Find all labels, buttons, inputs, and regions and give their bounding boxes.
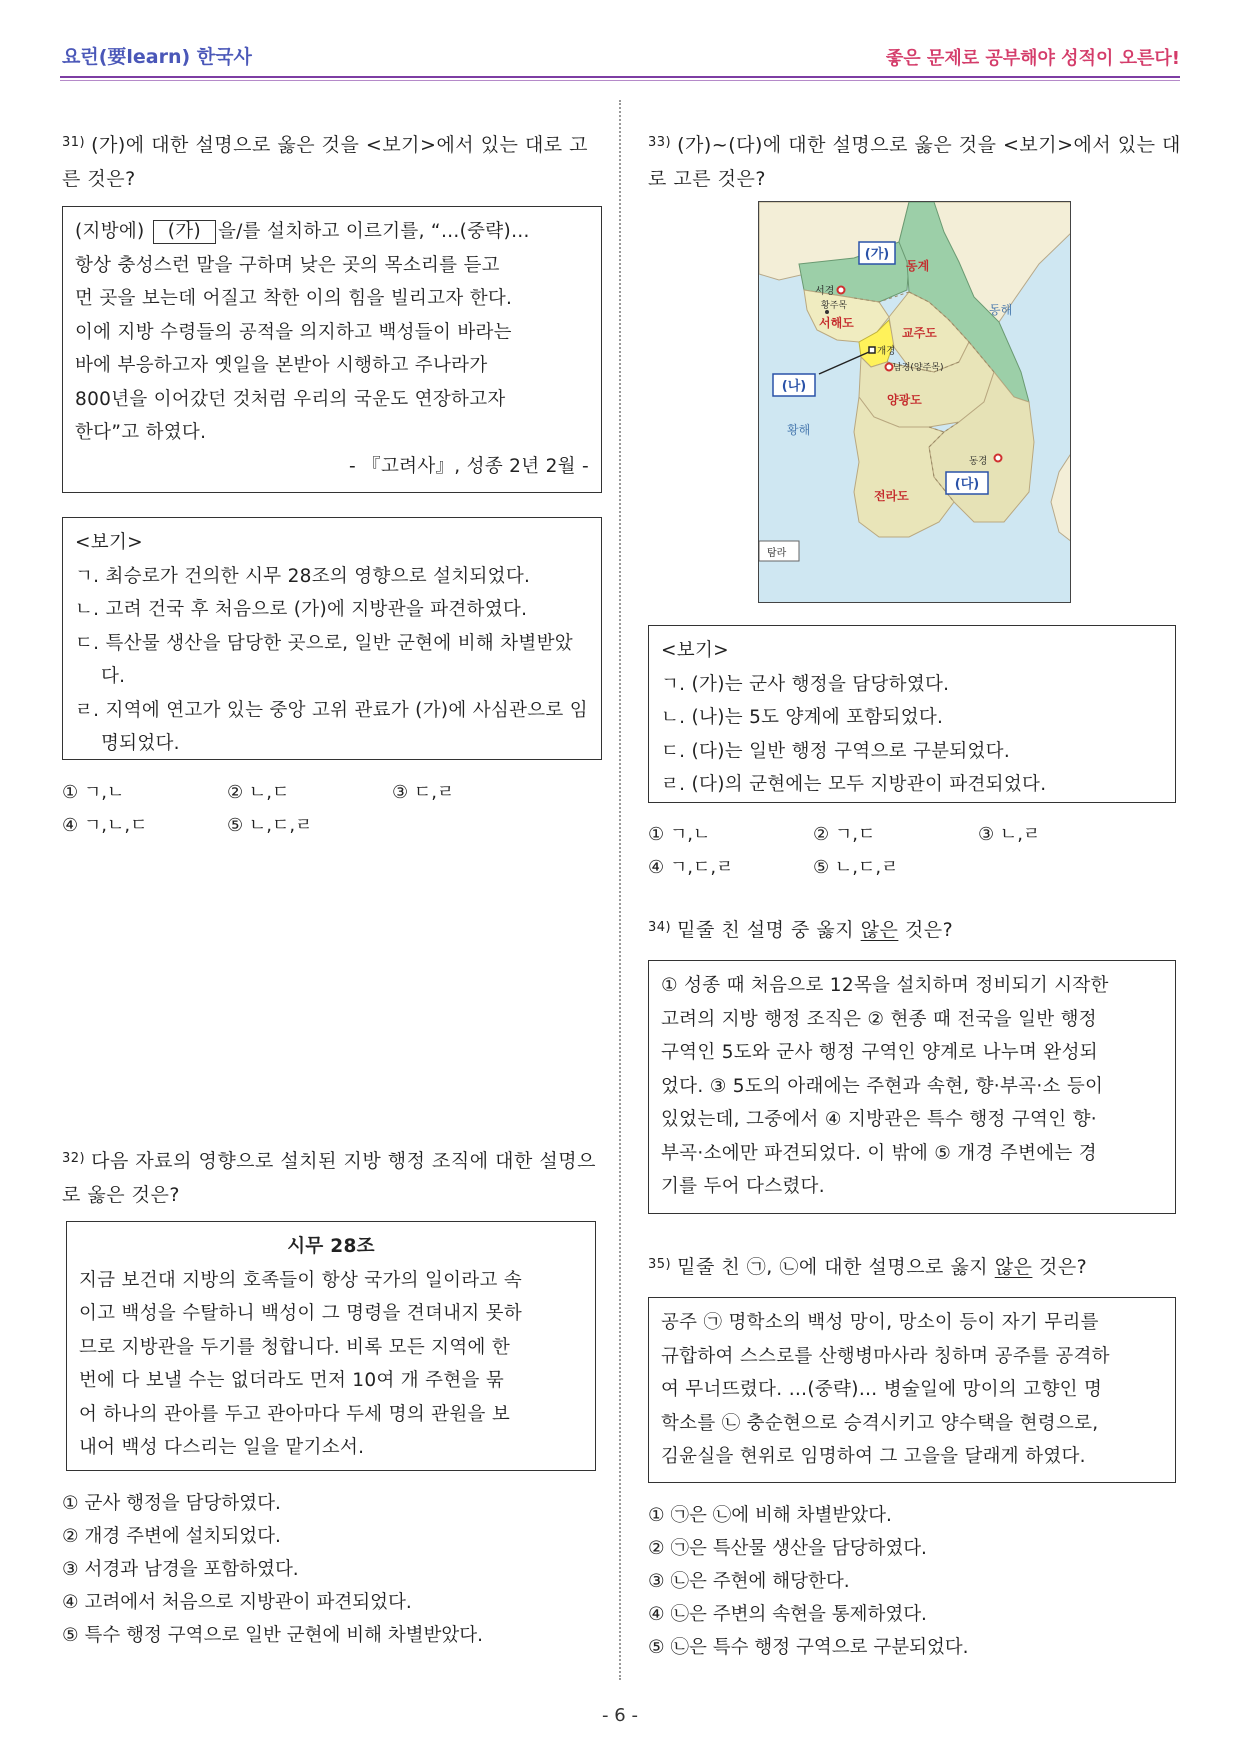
question-text: 다음 자료의 영향으로 설치된 지방 행정 조직에 대한 설명으로 옳은 것은? [62, 1150, 596, 1206]
answer-option[interactable]: ② ㉠은 특산물 생산을 담당하였다. [648, 1538, 927, 1559]
source-line: 여 무너뜨렸다. …(중략)… 병술일에 망이의 고향인 명 [661, 1379, 1103, 1400]
label-jeollado: 전라도 [874, 489, 909, 503]
bogi-item: ㄹ. 지역에 연고가 있는 중앙 고위 관료가 (가)에 사심관으로 임명되었다. [75, 699, 588, 754]
header-slogan: 좋은 문제로 공부해야 성적이 오른다! [885, 48, 1180, 69]
passage-line: ① 성종 때 처음으로 12목을 설치하며 정비되기 시작한 [661, 975, 1109, 996]
answer-option[interactable]: ③ ㄴ,ㄹ [978, 824, 1041, 845]
question-number: 35) [648, 1257, 672, 1272]
page-number: - 6 - [602, 1705, 638, 1726]
answer-option[interactable]: ④ ㄱ,ㄷ,ㄹ [648, 857, 734, 878]
answer-option[interactable]: ① 군사 행정을 담당하였다. [62, 1493, 281, 1514]
label-east-sea: 동해 [989, 303, 1013, 317]
answer-option[interactable]: ③ ㄷ,ㄹ [392, 782, 455, 803]
header-divider-thin [60, 80, 1180, 81]
question-text: (가)에 대한 설명으로 옳은 것을 <보기>에서 있는 대로 고른 것은? [62, 134, 589, 190]
question-number: 34) [648, 920, 672, 935]
label-na: (나) [781, 379, 807, 394]
source-line: 학소를 ㉡ 충순현으로 승격시키고 양수택을 현령으로, [661, 1412, 1099, 1434]
answer-option[interactable]: ② ㄱ,ㄷ [813, 824, 876, 845]
bogi-item: ㄴ. (나)는 5도 양계에 포함되었다. [661, 707, 944, 728]
question-text: 것은? [1032, 1256, 1088, 1278]
question-32-options [62, 1487, 483, 1652]
question-31-bogi-box [62, 517, 602, 760]
passage-line: 었다. ③ 5도의 아래에는 주현과 속현, 향·부곡·소 등이 [661, 1075, 1104, 1097]
goryeo-map [758, 201, 1071, 603]
question-32-stem [62, 1144, 602, 1212]
question-31-source-box [62, 206, 602, 493]
question-text: 밑줄 친 설명 중 옳지 [677, 919, 861, 941]
question-33-bogi-box [648, 625, 1176, 803]
label-yellow-sea: 황해 [787, 423, 811, 437]
source-line: 이고 백성을 수탈하니 백성이 그 명령을 견뎌내지 못하 [79, 1303, 523, 1324]
answer-option[interactable]: ① ㄱ,ㄴ [648, 824, 711, 845]
question-31-options [62, 776, 602, 842]
answer-option[interactable]: ⑤ ㉡은 특수 행정 구역으로 구분되었다. [648, 1637, 969, 1658]
source-line: 항상 충성스런 말을 구하며 낮은 곳의 목소리를 듣고 [75, 254, 500, 276]
box-title: 시무 28조 [287, 1236, 375, 1257]
source-line: 번에 다 보낼 수는 없더라도 먼저 10여 개 주현을 묶 [79, 1370, 505, 1391]
blank-box: (가) [153, 220, 216, 244]
question-35-stem [648, 1250, 1188, 1284]
question-text: 밑줄 친 ㉠, ㉡에 대한 설명으로 옳지 [677, 1256, 995, 1278]
question-number: 32) [62, 1151, 86, 1166]
answer-option[interactable]: ⑤ ㄴ,ㄷ,ㄹ [227, 815, 313, 836]
label-donggyeong: 동경 [969, 456, 988, 467]
gaegyeong-marker [869, 347, 875, 353]
label-seogyeong: 서경 [815, 286, 835, 297]
passage-line: 있었는데, 그중에서 ④ 지방관은 특수 행정 구역인 향· [661, 1109, 1097, 1130]
header-title: 요런(要learn) 한국사 [62, 46, 252, 68]
answer-option[interactable]: ③ ㉡은 주현에 해당한다. [648, 1571, 850, 1592]
answer-option[interactable]: ① ㄱ,ㄴ [62, 782, 125, 803]
question-number: 33) [648, 135, 672, 150]
answer-option[interactable]: ③ 서경과 남경을 포함하였다. [62, 1559, 299, 1580]
label-tamra: 탐라 [767, 548, 787, 559]
question-34-text-box [648, 960, 1176, 1214]
emphasis-underline: 않은 [860, 919, 899, 941]
source-citation: - 『고려사』, 성종 2년 2월 - [349, 455, 589, 477]
bogi-item: ㄱ. (가)는 군사 행정을 담당하였다. [661, 673, 950, 695]
answer-option[interactable]: ⑤ ㄴ,ㄷ,ㄹ [813, 857, 899, 878]
bogi-item: ㄷ. 특산물 생산을 담당한 곳으로, 일반 군현에 비해 차별받았다. [75, 632, 573, 687]
header-divider [60, 76, 1180, 78]
question-35-options [648, 1499, 969, 1664]
question-31-stem [62, 128, 602, 196]
question-33-options [648, 818, 1188, 884]
bogi-item: ㄹ. (다)의 군현에는 모두 지방관이 파견되었다. [661, 774, 1047, 795]
source-line: 지금 보건대 지방의 호족들이 항상 국가의 일이라고 속 [79, 1269, 523, 1291]
label-donggye: 동계 [906, 259, 930, 273]
column-divider [619, 100, 621, 1680]
answer-option[interactable]: ④ ㉡은 주변의 속현을 통제하였다. [648, 1604, 927, 1625]
passage-line: 기를 두어 다스렸다. [661, 1176, 825, 1197]
label-gyojudo: 교주도 [902, 326, 937, 340]
source-line: 한다”고 하였다. [75, 422, 207, 443]
bogi-item: ㄷ. (다)는 일반 행정 구역으로 구분되었다. [661, 740, 1011, 762]
answer-option[interactable]: ② 개경 주변에 설치되었다. [62, 1526, 281, 1547]
bogi-item: ㄴ. 고려 건국 후 처음으로 (가)에 지방관을 파견하였다. [75, 599, 528, 620]
passage-line: 고려의 지방 행정 조직은 ② 현종 때 전국을 일반 행정 [661, 1008, 1097, 1030]
source-line: 바에 부응하고자 옛일을 본받아 시행하고 주나라가 [75, 355, 488, 376]
question-number: 31) [62, 135, 86, 150]
label-da: (다) [954, 477, 980, 492]
source-line: 어 하나의 관아를 두고 관아마다 두세 명의 관원을 보 [79, 1403, 511, 1425]
seogyeong-marker [838, 287, 845, 294]
label-seohaedo: 서해도 [819, 316, 854, 330]
label-gaegyeong: 개경 [877, 346, 896, 357]
answer-option[interactable]: ④ ㄱ,ㄴ,ㄷ [62, 815, 148, 836]
question-text: 것은? [898, 919, 954, 941]
label-hwangjumok: 황주목 [821, 301, 848, 311]
source-line: 공주 ㉠ 명학소의 백성 망이, 망소이 등이 자기 무리를 [661, 1312, 1099, 1333]
answer-option[interactable]: ⑤ 특수 행정 구역으로 일반 군현에 비해 차별받았다. [62, 1625, 484, 1646]
question-33-stem [648, 128, 1188, 196]
map-svg [759, 202, 1071, 603]
bogi-title: <보기> [661, 640, 729, 661]
question-34-stem [648, 913, 1188, 947]
source-line: 김윤실을 현위로 임명하여 그 고을을 달래게 하였다. [661, 1446, 1086, 1467]
source-line: 이에 지방 수령들의 공적을 의지하고 백성들이 바라는 [75, 321, 512, 343]
label-ga: (가) [864, 247, 890, 262]
question-text: (가)~(다)에 대한 설명으로 옳은 것을 <보기>에서 있는 대로 고른 것은? [648, 134, 1181, 190]
donggyeong-marker [995, 455, 1002, 462]
label-namgyeong: 남경(양주목) [893, 363, 944, 373]
source-line: 내어 백성 다스리는 일을 맡기소서. [79, 1437, 365, 1458]
source-line: 800년을 이어갔던 것처럼 우리의 국운도 연장하고자 [75, 388, 506, 410]
bogi-title: <보기> [75, 532, 143, 553]
source-line: 먼 곳을 보는데 어질고 착한 이의 힘을 빌리고자 한다. [75, 288, 513, 309]
answer-option[interactable]: ② ㄴ,ㄷ [227, 782, 290, 803]
bogi-item: ㄱ. 최승로가 건의한 시무 28조의 영향으로 설치되었다. [75, 565, 531, 587]
passage-line: 구역인 5도와 군사 행정 구역인 양계로 나누며 완성되 [661, 1042, 1098, 1063]
answer-option[interactable]: ① ㉠은 ㉡에 비해 차별받았다. [648, 1505, 892, 1526]
emphasis-underline: 않은 [994, 1256, 1033, 1278]
question-35-source-box [648, 1297, 1176, 1483]
passage-line: 부곡·소에만 파견되었다. 이 밖에 ⑤ 개경 주변에는 경 [661, 1142, 1097, 1164]
label-yanggwangdo: 양광도 [887, 393, 922, 407]
question-32-source-box [66, 1221, 596, 1471]
source-line: 규합하여 스스로를 산행병마사라 칭하며 공주를 공격하 [661, 1345, 1110, 1367]
source-prefix: (지방에) [75, 221, 145, 242]
source-line: 므로 지방관을 두기를 청합니다. 비록 모든 지역에 한 [79, 1336, 511, 1358]
source-line: 을/를 설치하고 이르기를, “…(중략)… [217, 221, 530, 242]
answer-option[interactable]: ④ 고려에서 처음으로 지방관이 파견되었다. [62, 1592, 412, 1613]
namgyeong-marker [886, 364, 893, 371]
